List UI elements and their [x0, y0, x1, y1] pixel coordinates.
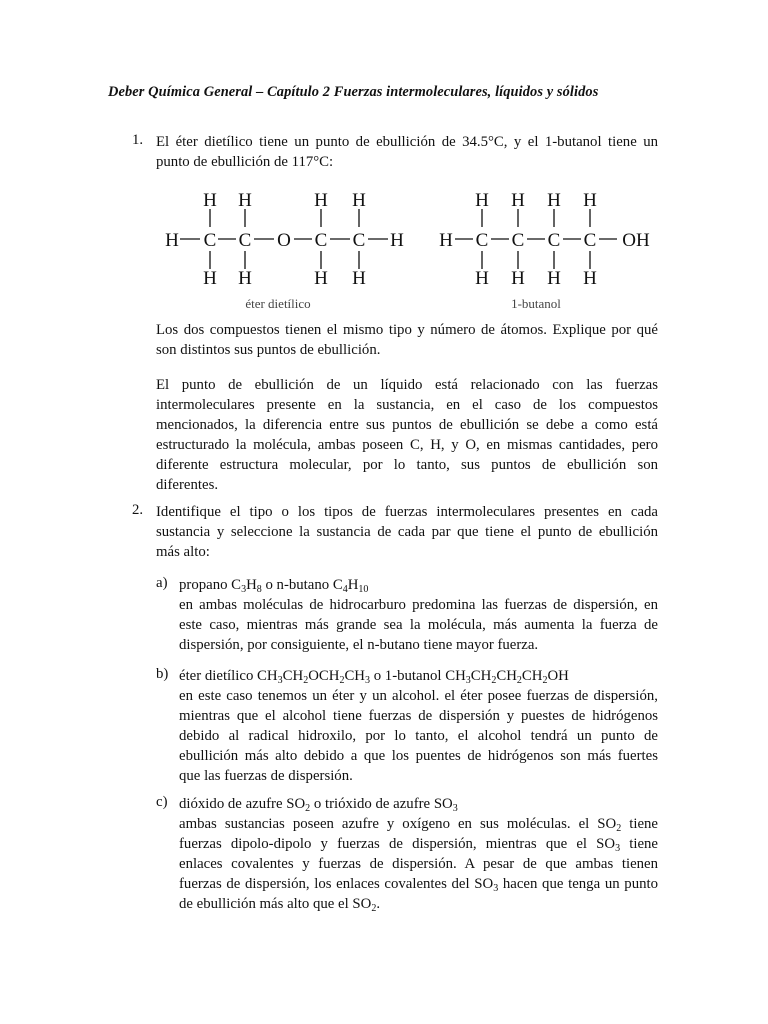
eter-dietilico-caption: éter dietílico [245, 296, 311, 311]
item-c-answer-line: fuerzas de dispersión, los enlaces covalentes del $SO_3$ hacen que tenga un punto [179, 876, 658, 894]
question-1-answer [156, 375, 658, 495]
answer-line: estructurado la molécula, ambas poseen C, H, y O, en mismas cantidades, pero [156, 437, 658, 453]
answer-line: El punto de ebullición de un líquido está relacionado con las fuerzas [156, 377, 658, 393]
atom-h: H [547, 268, 561, 289]
question-2-number: 2. [132, 502, 144, 518]
atom-h: H [238, 268, 252, 289]
atom-h: H [475, 190, 489, 211]
atom-h: H [165, 230, 179, 251]
question-2-line: sustancia y seleccione la sustancia de cada par que tiene el punto de ebullición [156, 524, 658, 540]
item-c-answer-line: de ebullición más alto que el $SO_2$. [179, 896, 381, 914]
structural-formulas-figure [150, 182, 670, 322]
atom-h: H [314, 268, 328, 289]
item-a [179, 575, 658, 655]
question-1-prompt [156, 320, 658, 360]
atom-c: C [547, 230, 561, 251]
item-a-heading: propano $C_3H_8$ o n-butano $C_4H_{10}$ [179, 577, 369, 595]
answer-line: diferente estructura molecular, por lo tanto, sus puntos de ebullición son [156, 457, 658, 473]
atom-oh: OH [622, 230, 650, 251]
question-2-line: Identifique el tipo o los tipos de fuerzas intermoleculares presentes en cada [156, 504, 658, 520]
document-title: Deber Química General – Capítulo 2 Fuerzas intermoleculares, líquidos y sólidos [108, 84, 599, 100]
item-c-answer-line: fuerzas dipolo-dipolo y fuerzas de dispersión, mientras que el $SO_3$ tiene [179, 836, 658, 854]
atom-h: H [511, 268, 525, 289]
atom-c: C [352, 230, 366, 251]
answer-line: diferentes. [156, 477, 219, 493]
question-2-line: más alto: [156, 544, 210, 560]
item-a-answer-line: en ambas moléculas de hidrocarburo predomina las fuerzas de dispersión, en [179, 597, 658, 613]
item-b-answer-line: en este caso tenemos un éter y un alcohol. el éter posee fuerzas de dispersión, [179, 688, 658, 704]
item-a-label: a) [156, 575, 168, 591]
atom-h: H [475, 268, 489, 289]
question-2-text [156, 502, 658, 562]
item-c [179, 794, 658, 914]
atom-h: H [439, 230, 453, 251]
item-c-label: c) [156, 794, 168, 810]
butanol-caption: 1-butanol [511, 296, 561, 311]
item-c-answer-line: ambas sustancias poseen azufre y oxígeno en sus moléculas. el $SO_2$ tiene [179, 816, 658, 834]
question-1-line: punto de ebullición de 117°C: [156, 154, 334, 170]
item-c-heading: dióxido de azufre $SO_2$ o trióxido de azufre $SO_3$ [179, 796, 458, 814]
item-b-heading: éter dietílico $CH_3CH_2OCH_2CH_3$ o 1-butanol $CH_3CH_2CH_2CH_2OH$ [179, 668, 569, 686]
answer-line: intermoleculares presente en la sustancia, en el caso de los compuestos [156, 397, 658, 413]
prompt-line: son distintos sus puntos de ebullición. [156, 342, 381, 358]
question-1-line: El éter dietílico tiene un punto de ebullición de 34.5°C, y el 1-butanol tiene un [156, 134, 658, 150]
prompt-line: Los dos compuestos tienen el mismo tipo y número de átomos. Explique por qué [156, 322, 658, 338]
atom-h: H [390, 230, 404, 251]
atom-c: C [475, 230, 489, 251]
item-b-label: b) [156, 666, 169, 682]
atom-c: C [203, 230, 217, 251]
atom-h: H [583, 268, 597, 289]
item-b-answer-line: que las fuerzas de dispersión. [179, 768, 353, 784]
item-a-answer-line: este caso, mientras más grande sea la molécula, más aumenta la fuerza de [179, 617, 658, 633]
item-b-answer-line: ebullición más alto debido a que los puentes de hidrógenos son más fuertes [179, 748, 658, 764]
item-b-answer-line: debido al radical hidroxilo, por lo tanto, el alcohol tendrá un punto de [179, 728, 658, 744]
atom-c: C [314, 230, 328, 251]
atom-h: H [547, 190, 561, 211]
atom-c: C [583, 230, 597, 251]
atom-c: C [511, 230, 525, 251]
atom-h: H [203, 268, 217, 289]
atom-h: H [352, 268, 366, 289]
atom-c: C [238, 230, 252, 251]
item-b-answer-line: mientras que el alcohol tiene fuerzas de dispersión y puestes de hidrógenos [179, 708, 658, 724]
atom-h: H [352, 190, 366, 211]
answer-line: mencionados, la diferencia entre sus puntos de ebullición se debe a como está [156, 417, 658, 433]
item-a-answer-line: dispersión, por consiguiente, el n-butano tiene mayor fuerza. [179, 637, 539, 653]
atom-h: H [314, 190, 328, 211]
item-b [179, 666, 658, 786]
question-1-number: 1. [132, 132, 144, 148]
question-1-text [156, 132, 658, 172]
atom-h: H [511, 190, 525, 211]
item-c-answer-line: enlaces covalentes y fuerzas de dispersión. A pesar de que ambas tienen [179, 856, 658, 872]
atom-h: H [203, 190, 217, 211]
atom-h: H [583, 190, 597, 211]
atom-h: H [238, 190, 252, 211]
atom-o: O [277, 230, 291, 251]
